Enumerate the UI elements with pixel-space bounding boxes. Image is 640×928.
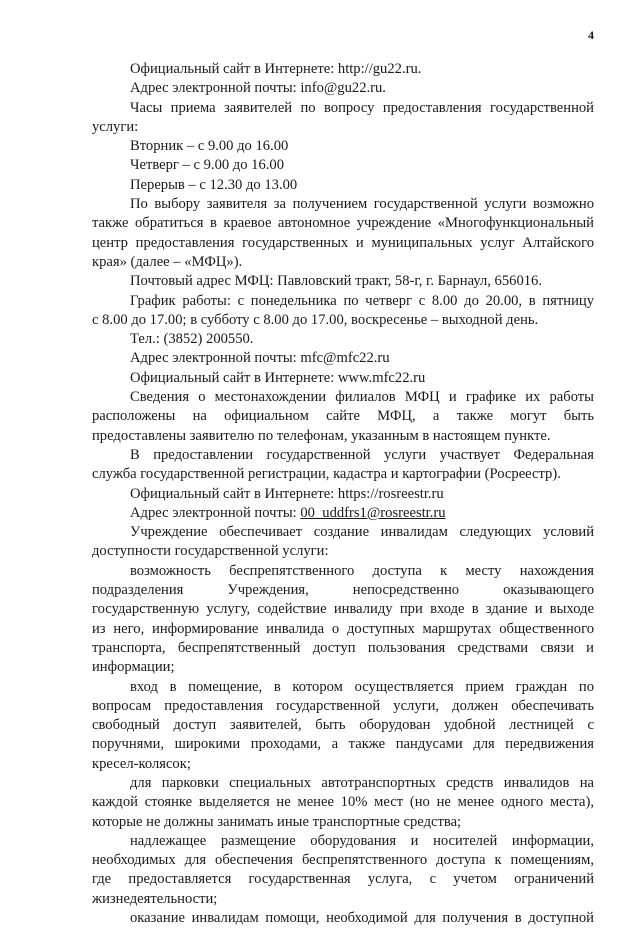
rosreestr-email-link[interactable]: 00_uddfrs1@rosreestr.ru <box>300 504 446 521</box>
access-item-3-line-2: каждой стоянке выделяется не менее 10% мест (но не менее одного места), <box>92 794 594 811</box>
access-item-4-line-4: жизнедеятельности; <box>92 890 218 907</box>
access-item-4-line-1: надлежащее размещение оборудования и носителей информации, <box>130 832 594 849</box>
schedule-thursday: Четверг – с 9.00 до 16.00 <box>130 157 285 174</box>
branches-info-line-3: предоставлены заявителю по телефонам, указанным в настоящем пункте. <box>92 427 551 444</box>
access-item-2-line-1: вход в помещение, в котором осуществляется прием граждан по <box>130 678 594 695</box>
mfc-paragraph-line-3: центр предоставления государственных и муниципальных услуг Алтайского <box>92 234 594 251</box>
official-site-gu22: Официальный сайт в Интернете: http://gu22.ru. <box>130 61 422 77</box>
accessibility-intro-line-1: Учреждение обеспечивает создание инвалидам следующих условий <box>130 524 594 541</box>
access-item-2-line-2: вопросам предоставления государственной услуги, должен обеспечивать <box>92 697 594 714</box>
access-item-5-line-1: оказание инвалидам помощи, необходимой для получения в доступной <box>130 910 594 927</box>
rosreestr-line-1: В предоставлении государственной услуги участвует Федеральная <box>130 446 594 463</box>
rosreestr-email-line <box>92 504 594 523</box>
access-item-1-line-3: государственную услугу, содействие инвалиду при входе в здание и выходе <box>92 601 594 618</box>
branches-info-line-1: Сведения о местонахождении филиалов МФЦ и графике их работы <box>130 389 594 406</box>
access-item-1-line-2: подразделения Учреждения, непосредственно оказывающего <box>92 582 594 599</box>
schedule-break: Перерыв – с 12.30 до 13.00 <box>130 176 298 193</box>
access-item-1-line-4: из него, информирование инвалида о доступных маршрутах общественного <box>92 620 594 637</box>
access-item-3-line-1: для парковки специальных автотранспортных средств инвалидов на <box>130 774 594 791</box>
reception-hours-line-1: Часы приема заявителей по вопросу предоставления государственной <box>130 99 594 116</box>
access-item-2-line-5: кресел-колясок; <box>92 755 191 772</box>
mfc-work-schedule-line-2: с 8.00 до 17.00; в субботу с 8.00 до 17.00, воскресенье – выходной день. <box>92 311 539 328</box>
mfc-email: Адрес электронной почты: mfc@mfc22.ru <box>130 350 390 367</box>
mfc-work-schedule-line-1: График работы: с понедельника по четверг с 8.00 до 20.00, в пятницу <box>130 292 594 309</box>
mfc-paragraph-line-1: По выбору заявителя за получением государственной услуги возможно <box>130 196 594 213</box>
reception-hours-line-2: услуги: <box>92 118 139 135</box>
access-item-4-line-2: необходимых для обеспечения беспрепятственного доступа к помещениям, <box>92 852 594 869</box>
access-item-3-line-3: которые не должны занимать иные транспортные средства; <box>92 813 462 830</box>
email-gu22: Адрес электронной почты: info@gu22.ru. <box>130 80 386 97</box>
access-item-1-line-5: транспорта, беспрепятственный доступ пользования средствами связи и <box>92 639 594 656</box>
rosreestr-email-label: Адрес электронной почты: <box>130 504 301 521</box>
page-number: 4 <box>588 28 594 42</box>
access-item-2-line-3: свободный доступ заявителей, быть оборудован удобной лестницей с <box>92 717 594 734</box>
access-item-2-line-4: поручнями, широкими проходами, а также пандусами для передвижения <box>92 736 594 753</box>
schedule-tuesday: Вторник – с 9.00 до 16.00 <box>130 138 289 155</box>
branches-info-line-2: расположены на официальном сайте МФЦ, а также могут быть <box>92 408 594 425</box>
access-item-1-line-6: информации; <box>92 659 175 676</box>
rosreestr-official-site: Официальный сайт в Интернете: https://rosreestr.ru <box>130 485 444 502</box>
mfc-paragraph-line-2: также обратиться в краевое автономное учреждение «Многофункциональный <box>92 215 594 232</box>
mfc-phone: Тел.: (3852) 200550. <box>130 331 254 348</box>
mfc-postal-address: Почтовый адрес МФЦ: Павловский тракт, 58-г, г. Барнаул, 656016. <box>130 273 542 290</box>
accessibility-intro-line-2: доступности государственной услуги: <box>92 543 329 560</box>
access-item-1-line-1: возможность беспрепятственного доступа к месту нахождения <box>130 562 594 579</box>
rosreestr-line-2: служба государственной регистрации, кадастра и картографии (Росреестр). <box>92 466 561 483</box>
access-item-4-line-3: где предоставляется государственная услуга, с учетом ограничений <box>92 871 594 888</box>
mfc-official-site: Официальный сайт в Интернете: www.mfc22.ru <box>130 369 426 386</box>
mfc-paragraph-line-4: края» (далее – «МФЦ»). <box>92 253 243 270</box>
document-body <box>92 60 594 928</box>
